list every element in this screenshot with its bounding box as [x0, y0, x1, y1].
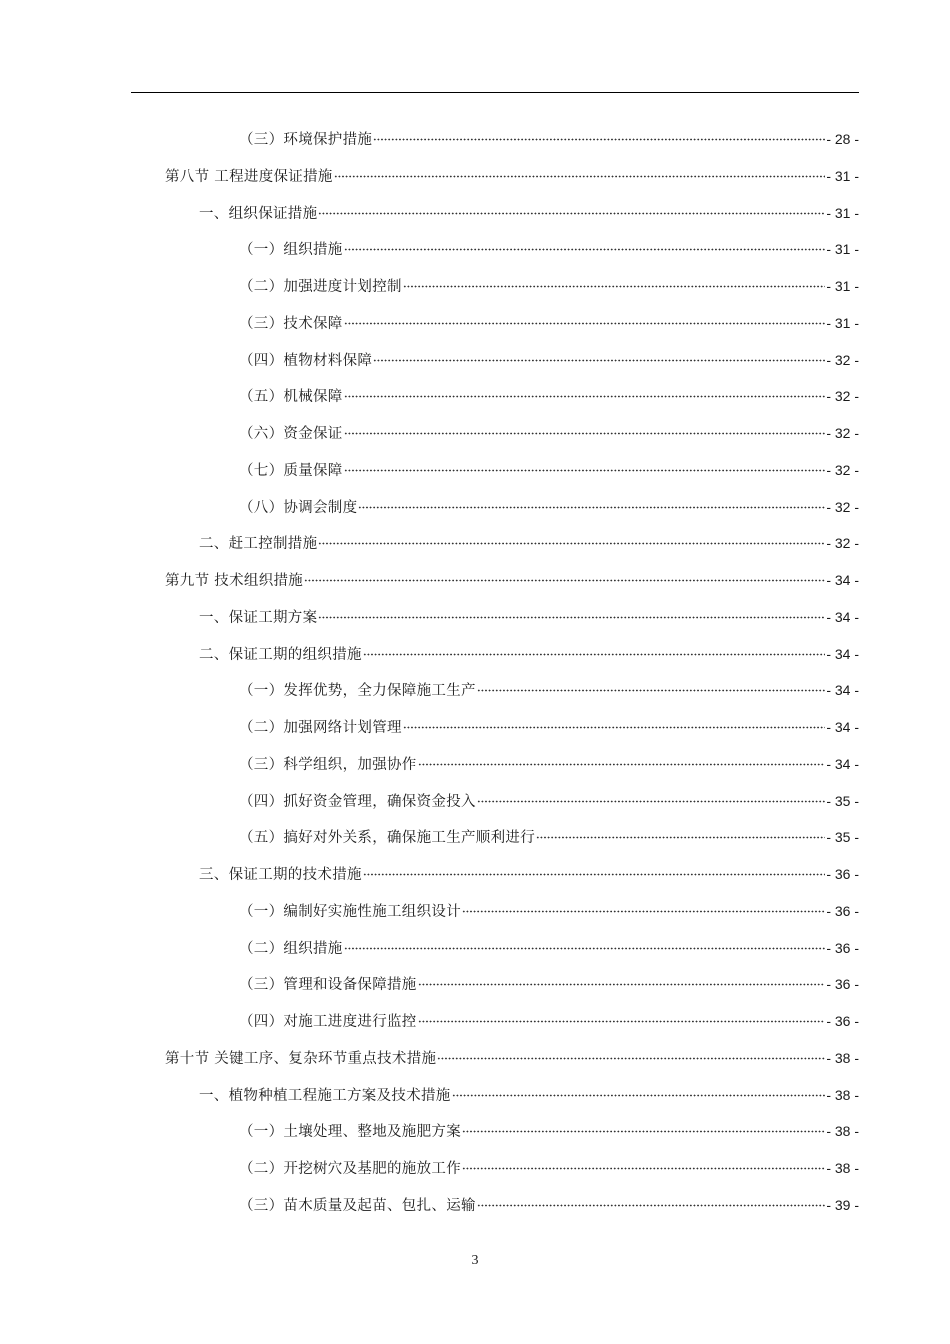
toc-entry-label: （一）发挥优势，全力保障施工生产: [239, 683, 476, 700]
toc-entry[interactable]: [239, 1187, 859, 1223]
toc-entry-label: （七）质量保障: [239, 462, 343, 479]
toc-dot-leader: [437, 1046, 825, 1060]
toc-entry-page: - 31 -: [826, 204, 859, 221]
toc-dot-leader: [344, 458, 826, 472]
toc-dot-leader: [304, 568, 825, 582]
toc-entry[interactable]: [239, 1003, 859, 1039]
toc-dot-leader: [477, 678, 826, 692]
toc-entry[interactable]: [239, 452, 859, 488]
toc-dot-leader: [358, 495, 825, 509]
toc-entry-label: 三、保证工期的技术措施: [199, 867, 362, 883]
toc-dot-leader: [403, 715, 826, 729]
toc-entry-label: （六）资金保证: [239, 426, 343, 442]
toc-entry-label: （三）科学组织，加强协作: [239, 756, 417, 773]
toc-entry[interactable]: [165, 1040, 859, 1076]
toc-entry[interactable]: [239, 378, 859, 414]
toc-entry[interactable]: [199, 1077, 859, 1113]
toc-entry-label: 二、保证工期的组织措施: [199, 646, 362, 663]
toc-dot-leader: [334, 164, 826, 178]
toc-entry-label: 一、植物种植工程施工方案及技术措施: [199, 1087, 451, 1104]
toc-entry[interactable]: [199, 856, 859, 892]
toc-entry[interactable]: [239, 746, 859, 782]
toc-entry[interactable]: [239, 709, 859, 745]
toc-entry-label: （八）协调会制度: [239, 499, 358, 516]
toc-entry[interactable]: [199, 636, 859, 672]
toc-entry-label: （一）土壤处理、整地及施肥方案: [239, 1124, 461, 1141]
toc-dot-leader: [318, 201, 825, 215]
toc-entry-page: - 38 -: [826, 1123, 859, 1140]
toc-entry[interactable]: [239, 1150, 859, 1186]
toc-entry[interactable]: [239, 121, 859, 157]
toc-entry-label: （二）加强进度计划控制: [239, 279, 402, 295]
toc-dot-leader: [477, 789, 826, 803]
toc-entry-page: - 34 -: [826, 608, 859, 625]
toc-entry-label: （三）环境保护措施: [239, 132, 373, 148]
toc-entry[interactable]: [239, 305, 859, 341]
toc-dot-leader: [344, 237, 826, 251]
toc-entry-page: - 34 -: [826, 645, 859, 662]
toc-dot-leader: [344, 936, 826, 950]
toc-entry-label: 第九节 技术组织措施: [165, 573, 304, 589]
toc-entry-page: - 36 -: [826, 866, 859, 882]
toc-entry-label: （四）对施工进度进行监控: [239, 1014, 417, 1030]
toc-entry-label: （三）管理和设备保障措施: [239, 977, 417, 994]
toc-entry-label: 二、赶工控制措施: [199, 536, 318, 553]
toc-entry-page: - 34 -: [826, 682, 859, 699]
toc-dot-leader: [363, 862, 826, 876]
toc-entry-page: - 31 -: [826, 278, 859, 294]
toc-dot-leader: [318, 531, 825, 545]
toc-entry-page: - 34 -: [826, 755, 859, 772]
page-number: 3: [471, 1253, 479, 1268]
toc-entry[interactable]: [239, 231, 859, 267]
toc-entry-page: - 36 -: [826, 976, 859, 993]
toc-entry-page: - 31 -: [826, 314, 859, 331]
toc-entry-page: - 32 -: [826, 498, 859, 515]
toc-dot-leader: [452, 1083, 826, 1097]
toc-dot-leader: [344, 421, 826, 435]
toc-dot-leader: [418, 1009, 826, 1023]
toc-entry-label: （一）编制好实施性施工组织设计: [239, 903, 461, 920]
toc-entry-page: - 36 -: [826, 1013, 859, 1029]
toc-entry-label: （二）开挖树穴及基肥的施放工作: [239, 1161, 461, 1177]
toc-dot-leader: [373, 127, 825, 141]
toc-entry-page: - 32 -: [826, 425, 859, 441]
toc-entry-page: - 34 -: [826, 572, 859, 588]
toc-entry-label: 第八节 工程进度保证措施: [165, 168, 333, 185]
toc-entry-page: - 28 -: [826, 131, 859, 147]
toc-entry-page: - 32 -: [826, 535, 859, 552]
toc-entry[interactable]: [239, 783, 859, 819]
toc-dot-leader: [318, 605, 825, 619]
toc-entry[interactable]: [199, 195, 859, 231]
toc-dot-leader: [344, 311, 826, 325]
toc-entry-label: 一、组织保证措施: [199, 205, 318, 222]
toc-dot-leader: [418, 972, 826, 986]
toc-dot-leader: [462, 1156, 825, 1170]
header-rule: [131, 92, 859, 93]
toc-dot-leader: [373, 348, 825, 362]
toc-entry[interactable]: [199, 525, 859, 561]
toc-entry-label: 一、保证工期方案: [199, 609, 318, 626]
toc-dot-leader: [462, 899, 825, 913]
toc-entry[interactable]: [239, 893, 859, 929]
toc-entry-label: （五）搞好对外关系，确保施工生产顺利进行: [239, 830, 535, 847]
toc-entry[interactable]: [165, 158, 859, 194]
toc-entry[interactable]: [165, 562, 859, 598]
toc-entry-label: 第十节 关键工序、复杂环节重点技术措施: [165, 1050, 437, 1067]
toc-entry-label: （四）抓好资金管理，确保资金投入: [239, 793, 476, 810]
toc-entry-page: - 35 -: [826, 829, 859, 846]
toc-entry-label: （二）组织措施: [239, 940, 343, 957]
toc-entry-page: - 31 -: [826, 241, 859, 258]
toc-entry[interactable]: [239, 415, 859, 451]
toc-entry-label: （三）苗木质量及起苗、包扎、运输: [239, 1197, 476, 1214]
toc-entry-page: - 34 -: [826, 719, 859, 735]
toc-dot-leader: [477, 1193, 826, 1207]
toc-entry[interactable]: [239, 268, 859, 304]
toc-entry-label: （五）机械保障: [239, 389, 343, 406]
toc-entry[interactable]: [239, 672, 859, 708]
toc-entry-page: - 36 -: [826, 939, 859, 956]
toc-entry-label: （二）加强网络计划管理: [239, 720, 402, 736]
toc-entry-label: （四）植物材料保障: [239, 352, 373, 369]
toc-entry-page: - 38 -: [826, 1086, 859, 1103]
toc-entry-label: （一）组织措施: [239, 242, 343, 259]
toc-dot-leader: [344, 384, 826, 398]
toc-entry[interactable]: [199, 599, 859, 635]
toc-entry-page: - 38 -: [826, 1160, 859, 1176]
toc-entry-page: - 36 -: [826, 902, 859, 919]
toc-entry-label: （三）技术保障: [239, 315, 343, 332]
toc-entry-page: - 39 -: [826, 1196, 859, 1213]
toc-dot-leader: [403, 274, 826, 288]
toc-dot-leader: [462, 1119, 825, 1133]
toc-entry-page: - 32 -: [826, 351, 859, 368]
toc-entry[interactable]: [239, 489, 859, 525]
toc-entry[interactable]: [239, 819, 859, 855]
toc-entry[interactable]: [239, 930, 859, 966]
toc-entry-page: - 32 -: [826, 388, 859, 405]
toc-entry-page: - 35 -: [826, 792, 859, 809]
toc-dot-leader: [536, 825, 825, 839]
toc-entry-page: - 38 -: [826, 1049, 859, 1066]
toc-entry[interactable]: [239, 966, 859, 1002]
toc-entry[interactable]: [239, 342, 859, 378]
toc-entry[interactable]: [239, 1113, 859, 1149]
toc-dot-leader: [418, 752, 826, 766]
toc-entry-page: - 32 -: [826, 461, 859, 478]
toc-dot-leader: [363, 642, 826, 656]
toc-entry-page: - 31 -: [826, 167, 859, 184]
